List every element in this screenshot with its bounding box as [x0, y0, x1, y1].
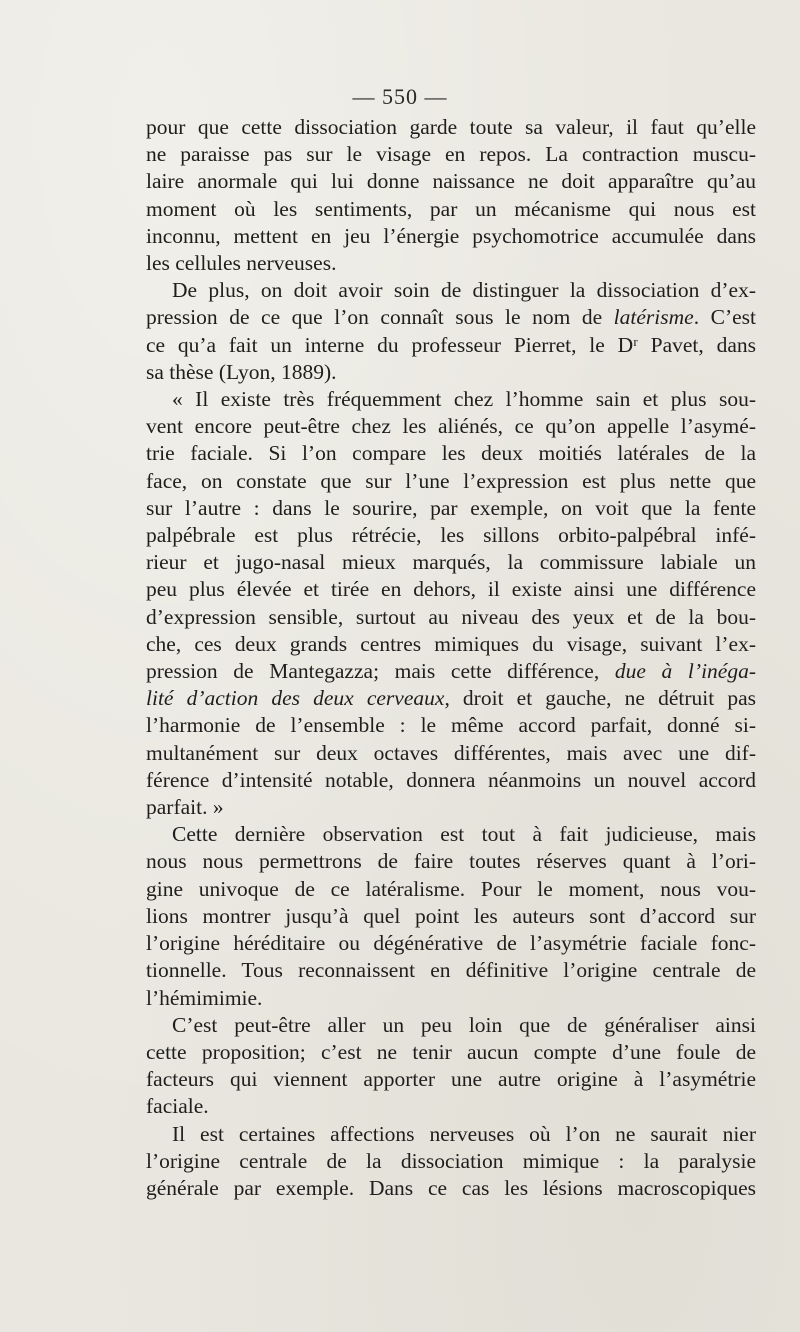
text-line: C’est peut-être aller un peu loin que de généraliser ainsi [172, 1012, 756, 1037]
text-line: che, ces deux grands centres mimiques du visage, suivant l’ex- [146, 631, 756, 656]
text-line: parfait. » [146, 795, 224, 820]
text-line: sa thèse (Lyon, 1889). [146, 359, 337, 384]
italic-phrase: lité d’action des deux cerveaux [146, 686, 445, 711]
text-line: les cellules nerveuses. [146, 251, 337, 276]
text-span: pression de Mantegazza; mais cette différence, [146, 659, 615, 684]
text-line: vent encore peut-être chez les aliénés, ce qu’on appelle l’asymé- [146, 414, 756, 439]
text-span: . C’est [693, 305, 757, 330]
text-line: l’harmonie de l’ensemble : le même accord parfait, donné si- [146, 713, 756, 738]
text-line: lions montrer jusqu’à quel point les auteurs sont d’accord sur [146, 903, 756, 928]
body-text [146, 114, 756, 1202]
text-line: facteurs qui viennent apporter une autre origine à l’asymétrie [146, 1067, 756, 1092]
text-line: moment où les sentiments, par un mécanisme qui nous est [146, 196, 756, 221]
text-line: l’origine héréditaire ou dégénérative de l’asymétrie faciale fonc- [146, 931, 756, 956]
text-line: palpébrale est plus rétrécie, les sillons orbito-palpébral infé- [146, 523, 756, 548]
text-line: tionnelle. Tous reconnaissent en définitive l’origine centrale de [146, 958, 756, 983]
text-line: d’expression sensible, surtout au niveau des yeux et de la bou- [146, 604, 756, 629]
text-line: faciale. [146, 1094, 209, 1119]
text-line: Cette dernière observation est tout à fait judicieuse, mais [172, 822, 756, 847]
text-line: « Il existe très fréquemment chez l’homme sain et plus sou- [172, 387, 756, 412]
italic-term: latérisme [613, 305, 694, 330]
text-line: peu plus élevée et tirée en dehors, il existe ainsi une différence [146, 577, 756, 602]
text-line: nous nous permettrons de faire toutes réserves quant à l’ori- [146, 849, 756, 874]
text-line: l’hémimimie. [146, 985, 263, 1010]
text-span: , droit et gauche, ne détruit pas [444, 686, 756, 711]
text-line: ce qu’a fait un interne du professeur Pierret, le Dʳ Pavet, dans [146, 332, 756, 357]
text-line [146, 685, 756, 712]
text-line: ne paraisse pas sur le visage en repos. La contraction muscu- [146, 142, 756, 167]
text-line: Il est certaines affections nerveuses où l’on ne saurait nier [172, 1121, 756, 1146]
text-line: multanément sur deux octaves différentes, mais avec une dif- [146, 740, 756, 765]
text-span: pression de ce que l’on connaît sous le nom de [146, 305, 614, 330]
text-line: inconnu, mettent en jeu l’énergie psychomotrice accumulée dans [146, 223, 756, 248]
text-line: De plus, on doit avoir soin de distinguer la dissociation d’ex- [172, 278, 756, 303]
text-line: férence d’intensité notable, donnera néanmoins un nouvel accord [146, 767, 756, 792]
text-line [146, 658, 756, 685]
text-line: trie faciale. Si l’on compare les deux moitiés latérales de la [146, 441, 756, 466]
text-line: rieur et jugo-nasal mieux marqués, la commissure labiale un [146, 550, 756, 575]
text-line [146, 304, 756, 331]
italic-phrase: due à l’inéga- [614, 659, 756, 684]
text-line: sur l’autre : dans le sourire, par exemple, on voit que la fente [146, 495, 756, 520]
text-line: laire anormale qui lui donne naissance ne doit apparaître qu’au [146, 169, 756, 194]
text-line: face, on constate que sur l’une l’expression est plus nette que [146, 468, 756, 493]
text-line: cette proposition; c’est ne tenir aucun compte d’une foule de [146, 1039, 756, 1064]
text-line: pour que cette dissociation garde toute sa valeur, il faut qu’elle [146, 115, 756, 139]
page-number: — 550 — [352, 84, 448, 109]
text-line: gine univoque de ce latéralisme. Pour le moment, nous vou- [146, 876, 756, 901]
text-line: l’origine centrale de la dissociation mimique : la paralysie [146, 1148, 756, 1173]
text-line: générale par exemple. Dans ce cas les lésions macroscopiques [146, 1175, 756, 1200]
